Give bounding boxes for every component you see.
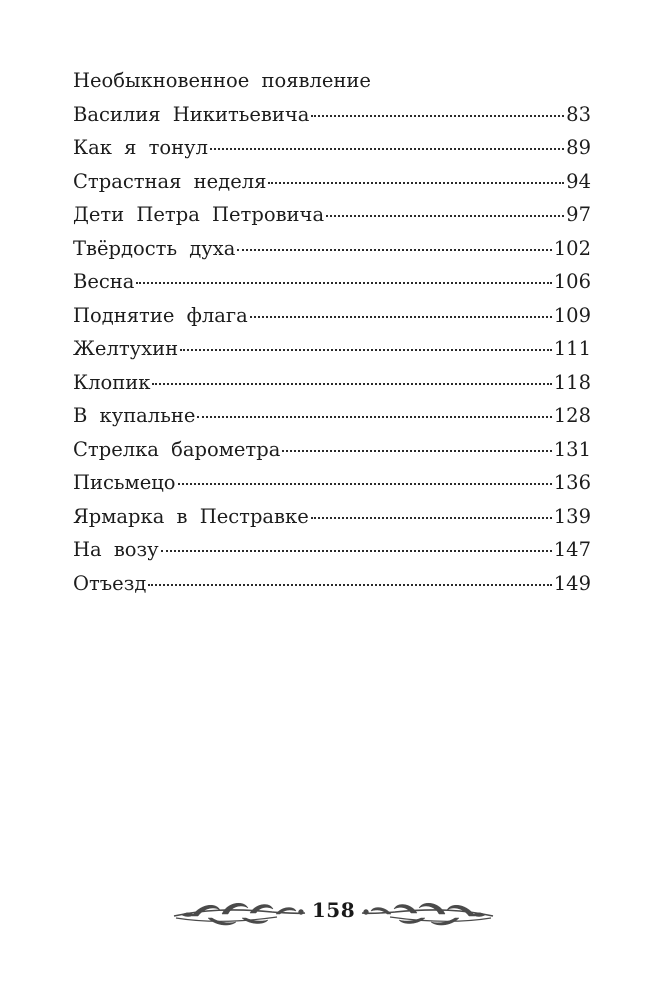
toc-entry bbox=[73, 533, 591, 567]
toc-entry bbox=[73, 98, 591, 132]
dot-leader bbox=[268, 182, 564, 184]
toc-entry-title: Страстная неделя bbox=[73, 169, 267, 193]
toc-entry-page: 139 bbox=[553, 504, 591, 528]
dot-leader bbox=[311, 517, 552, 519]
toc-entry bbox=[73, 131, 591, 165]
dot-leader bbox=[180, 349, 552, 351]
toc-entry bbox=[73, 165, 591, 199]
toc-entry-title: Ярмарка в Пестравке bbox=[73, 504, 309, 528]
page-footer bbox=[172, 890, 495, 936]
toc-entry-title: В купальне bbox=[73, 404, 196, 427]
dot-leader bbox=[197, 416, 551, 418]
toc-entry bbox=[73, 433, 591, 467]
table-of-contents bbox=[73, 64, 591, 600]
toc-entry-title: На возу bbox=[73, 538, 159, 561]
dot-leader bbox=[148, 584, 551, 586]
dot-leader bbox=[326, 215, 564, 217]
toc-entry-page: 102 bbox=[553, 236, 591, 260]
toc-entry-page: 89 bbox=[566, 136, 591, 159]
toc-entry-title: Дети Петра Петровича bbox=[73, 203, 325, 226]
toc-entry bbox=[73, 567, 591, 601]
toc-entry bbox=[73, 500, 591, 534]
toc-entry bbox=[73, 299, 591, 333]
toc-entry-page: 149 bbox=[553, 571, 591, 595]
toc-entry-page: 83 bbox=[566, 102, 591, 126]
toc-entry-page: 136 bbox=[553, 471, 591, 494]
toc-entry-page: 111 bbox=[553, 337, 591, 360]
toc-entry-title: Желтухин bbox=[73, 337, 179, 360]
toc-entry-page: 118 bbox=[553, 370, 591, 394]
dot-leader bbox=[178, 483, 552, 485]
toc-entry-title: Твёрдость духа bbox=[73, 236, 236, 260]
dot-leader bbox=[136, 282, 551, 284]
toc-entry-title: Стрелка барометра bbox=[73, 437, 281, 461]
dot-leader bbox=[237, 249, 551, 251]
dot-leader bbox=[152, 383, 551, 385]
toc-lead-line: Необыкновенное появление bbox=[73, 69, 371, 92]
toc-entry-title: Отъезд bbox=[73, 571, 147, 595]
page-number: 158 bbox=[311, 898, 356, 922]
toc-entry bbox=[73, 366, 591, 400]
toc-entry bbox=[73, 232, 591, 266]
toc-entry-page: 131 bbox=[553, 437, 591, 461]
toc-entry bbox=[73, 265, 591, 299]
toc-entry-page: 106 bbox=[553, 270, 591, 293]
dot-leader bbox=[161, 550, 552, 552]
toc-entry-title: Как я тонул bbox=[73, 136, 208, 159]
toc-entry-title: Клопик bbox=[73, 370, 151, 394]
toc-entry bbox=[73, 399, 591, 433]
dot-leader bbox=[282, 450, 551, 452]
toc-entry bbox=[73, 466, 591, 500]
toc-entry bbox=[73, 198, 591, 232]
toc-entry-page: 94 bbox=[566, 169, 591, 193]
toc-entry-page: 97 bbox=[566, 203, 591, 226]
toc-entry-page: 147 bbox=[553, 538, 591, 561]
toc-entry bbox=[73, 332, 591, 366]
dot-leader bbox=[210, 148, 564, 150]
dot-leader bbox=[311, 115, 564, 117]
dot-leader bbox=[250, 316, 552, 318]
toc-entry-page: 109 bbox=[553, 303, 591, 327]
toc-entry-title: Василия Никитьевича bbox=[73, 102, 310, 126]
toc-entry-title: Весна bbox=[73, 270, 135, 293]
toc-entry-page: 128 bbox=[553, 404, 591, 427]
toc-entry-title: Поднятие флага bbox=[73, 303, 248, 327]
toc-entry-title: Письмецо bbox=[73, 471, 176, 494]
